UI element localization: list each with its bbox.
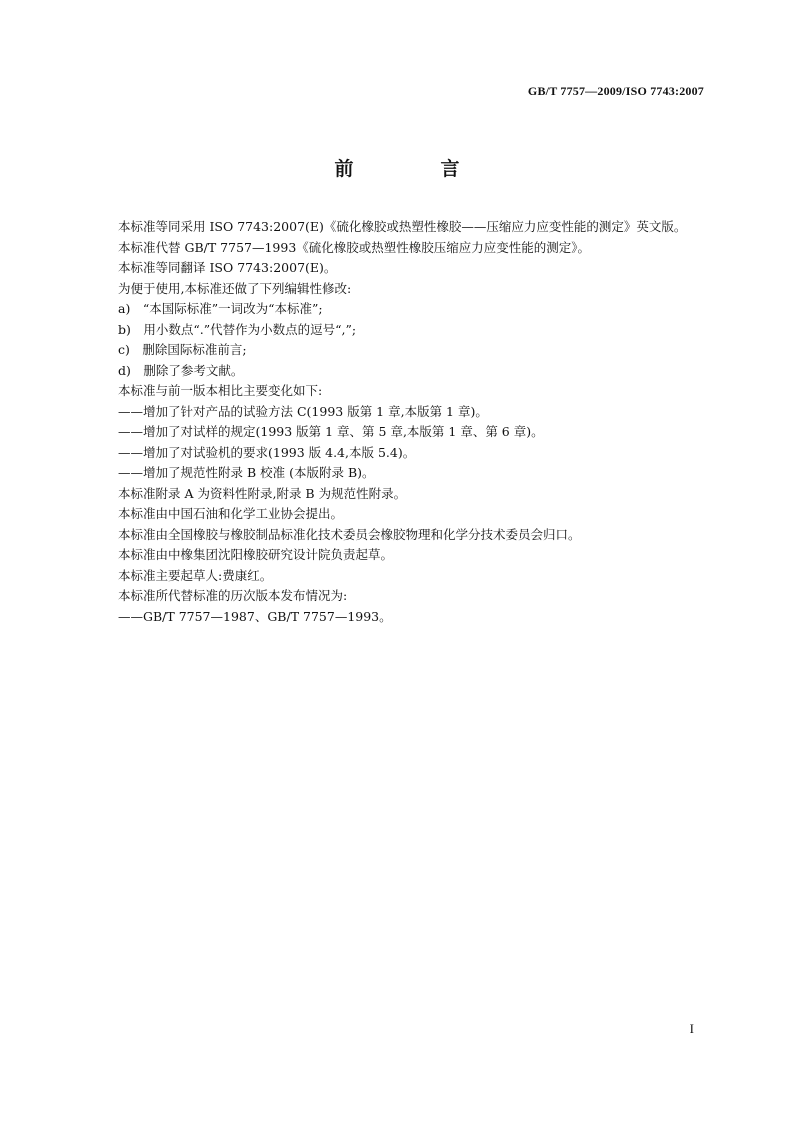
- paragraph-adoption: 本标准等同采用 ISO 7743:2007(E)《硫化橡胶或热塑性橡胶——压缩应力应变性能的测定》英文版。: [118, 219, 687, 234]
- change-item-method-c: ——增加了针对产品的试验方法 C(1993 版第 1 章,本版第 1 章)。: [118, 403, 488, 419]
- change-item-machine: ——增加了对试验机的要求(1993 版 4.4,本版 5.4)。: [118, 444, 416, 460]
- standard-code: GB/T 7757—2009/ISO 7743:2007: [527, 84, 704, 98]
- list-item-d: d) 删除了参考文献。: [118, 362, 244, 378]
- paragraph-editorial-intro: 为便于使用,本标准还做了下列编辑性修改:: [118, 280, 352, 296]
- paragraph-history-intro: 本标准所代替标准的历次版本发布情况为:: [118, 588, 348, 603]
- change-item-annex-b: ——增加了规范性附录 B 校准 (本版附录 B)。: [118, 465, 375, 480]
- paragraph-proposed-by: 本标准由中国石油和化学工业协会提出。: [118, 506, 344, 521]
- paragraph-drafted-by: 本标准由中橡集团沈阳橡胶研究设计院负责起草。: [118, 547, 394, 562]
- list-item-c: c) 删除国际标准前言;: [118, 342, 247, 357]
- paragraph-translation: 本标准等同翻译 ISO 7743:2007(E)。: [118, 260, 337, 275]
- paragraph-committee: 本标准由全国橡胶与橡胶制品标准化技术委员会橡胶物理和化学分技术委员会归口。: [118, 526, 581, 542]
- paragraph-replaces: 本标准代替 GB/T 7757—1993《硫化橡胶或热塑性橡胶压缩应力应变性能的测定》。: [118, 239, 591, 255]
- list-item-a: a) “本国际标准”一词改为“本标准”;: [118, 301, 323, 316]
- paragraph-annexes: 本标准附录 A 为资料性附录,附录 B 为规范性附录。: [118, 485, 407, 501]
- paragraph-changes-intro: 本标准与前一版本相比主要变化如下:: [118, 383, 323, 398]
- page-number: I: [689, 1021, 694, 1036]
- history-item: ——GB/T 7757—1987、GB/T 7757—1993。: [118, 608, 392, 624]
- foreword-body: [90, 217, 706, 627]
- page-title: 前 言: [334, 158, 494, 180]
- list-item-b: b) 用小数点“.”代替作为小数点的逗号“,”;: [118, 321, 357, 337]
- change-item-specimen: ——增加了对试样的规定(1993 版第 1 章、第 5 章,本版第 1 章、第 6 章)。: [118, 424, 544, 439]
- paragraph-drafters: 本标准主要起草人:费康红。: [118, 567, 273, 583]
